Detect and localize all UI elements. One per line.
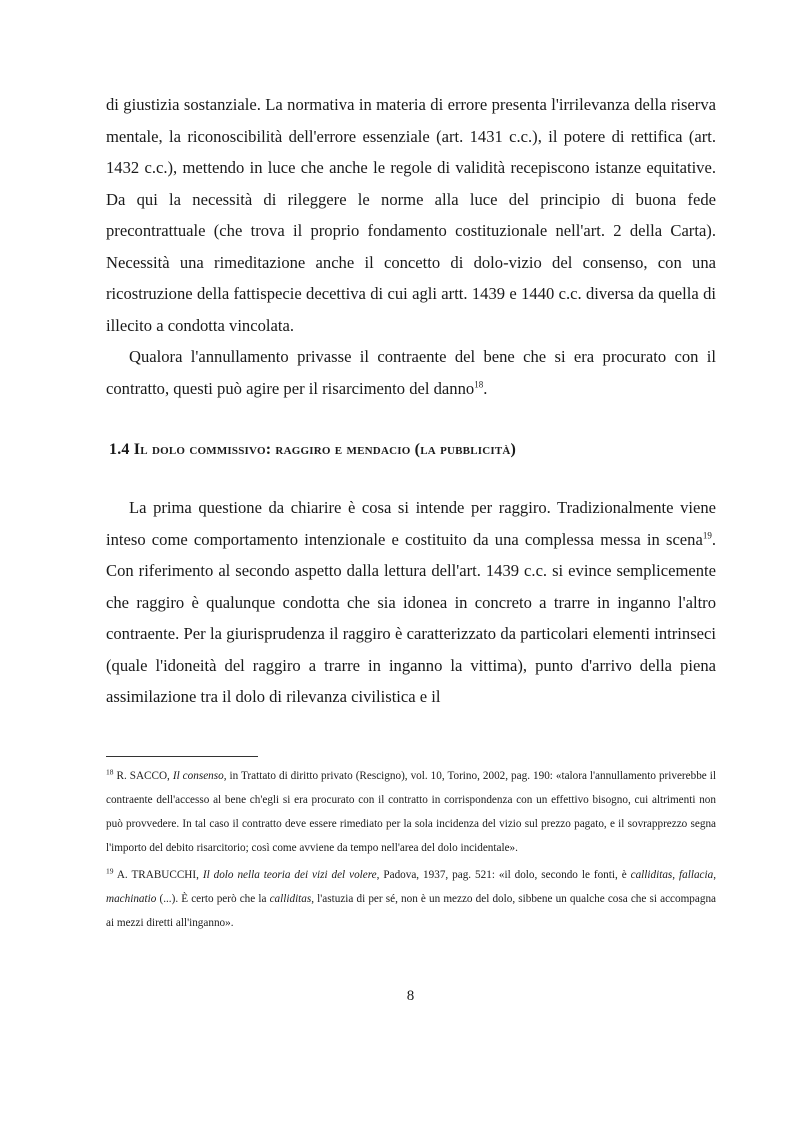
paragraph-3-text-b: . Con riferimento al secondo aspetto dalla lettura dell'art. 1439 c.c. si evince semplicemente che raggiro è qualunque condotta che sia idonea in concreto a trarre in inganno l'altro contraente. Per la giurisprudenza il raggiro è caratterizzato da particolari elementi intrinseci (quale l'idoneità del raggiro a trarre in inganno la vittima), punto d'arrivo della piena assimilazione tra il dolo di rilevanza civilistica e il bbox=[106, 529, 716, 706]
footnote-text: (...). È certo però che la bbox=[156, 893, 270, 905]
latin-term: calliditas bbox=[269, 893, 312, 905]
page-number: 8 bbox=[406, 988, 415, 1004]
footnote-18 bbox=[106, 764, 716, 860]
footnote-number: 19 bbox=[106, 866, 114, 876]
footnote-text: , bbox=[713, 869, 717, 881]
footnote-author: A. TRABUCCHI, bbox=[116, 869, 199, 881]
footnote-author: R. SACCO, bbox=[116, 770, 170, 782]
paragraph-1: di giustizia sostanziale. La normativa in materia di errore presenta l'irrilevanza della riserva mentale, la riconoscibilità dell'errore essenziale (art. 1431 c.c.), il potere di rettifica (art. 1432 c.c.), mettendo in luce che anche le regole di validità recepiscono istanze equitative. Da qui la necessità di rileggere le norme alla luce del principio di buona fede precontrattuale (che trova il proprio fondamento costituzionale nell'art. 2 della Carta). Necessità una rimeditazione anche il concetto di dolo-vizio del consenso, con una ricostruzione della fattispecie decettiva di cui agli artt. 1439 e 1440 c.c. diversa da quella di illecito a condotta vincolata. bbox=[106, 95, 716, 335]
footnote-text: , bbox=[672, 869, 680, 881]
footnote-work-title: Il dolo nella teoria dei vizi del volere bbox=[202, 869, 377, 881]
paragraph-3-text-a: La prima questione da chiarire è cosa si intende per raggiro. Tradizionalmente viene inteso come comportamento intenzionale e costituito da una complessa messa in scena bbox=[106, 498, 716, 549]
footnote-text: , Padova, 1937, pag. 521: «il dolo, secondo le fonti, è bbox=[376, 869, 631, 881]
paragraph-3 bbox=[106, 492, 716, 713]
footnote-text: , in Trattato di diritto privato (Rescigno), vol. 10, Torino, 2002, pag. 190: «talora l'annullamento priverebbe il contraente dell'accesso al bene ch'egli si era procurato con il contratto in corrispondenza con un effettivo bisogno, cui altrimenti non può provvedere. In tal caso il contratto deve essere rimediato per la sola incidenza del vizio sul prezzo pagato, e il sovrapprezzo segna l'importo del debito risarcitorio; così come avviene da tempo nell'area del dolo incidentale». bbox=[106, 770, 716, 854]
footnote-work-title: Il consenso bbox=[172, 770, 224, 782]
paragraph-2: Qualora l'annullamento privasse il contraente del bene che si era procurato con il contratto, questi può agire per il risarcimento del danno$^{18}$. bbox=[106, 347, 716, 398]
latin-term: machinatio bbox=[106, 893, 157, 905]
body-text-bottom bbox=[106, 492, 716, 713]
footnote-separator bbox=[106, 756, 258, 757]
footnote-number: 18 bbox=[106, 767, 114, 777]
section-heading: 1.4 Il dolo commissivo: raggiro e mendacio (la pubblicità) bbox=[109, 441, 517, 458]
paragraph-2-text: Qualora l'annullamento privasse il contraente del bene che si era procurato con il contratto, questi può agire per il risarcimento del danno bbox=[106, 347, 716, 398]
footnote-text: , l'astuzia di per sé, non è un mezzo del dolo, sibbene un qualche cosa che si accompagna ai mezzi diretti all'inganno». bbox=[106, 893, 717, 929]
body-text-top bbox=[106, 89, 716, 404]
footnote-ref-18[interactable]: 18 bbox=[474, 378, 484, 389]
latin-term: fallacia bbox=[679, 869, 714, 881]
footnote-ref-19[interactable]: 19 bbox=[702, 529, 712, 540]
latin-term: calliditas bbox=[630, 869, 673, 881]
footnotes bbox=[106, 764, 716, 935]
footnote-19 bbox=[106, 863, 716, 935]
